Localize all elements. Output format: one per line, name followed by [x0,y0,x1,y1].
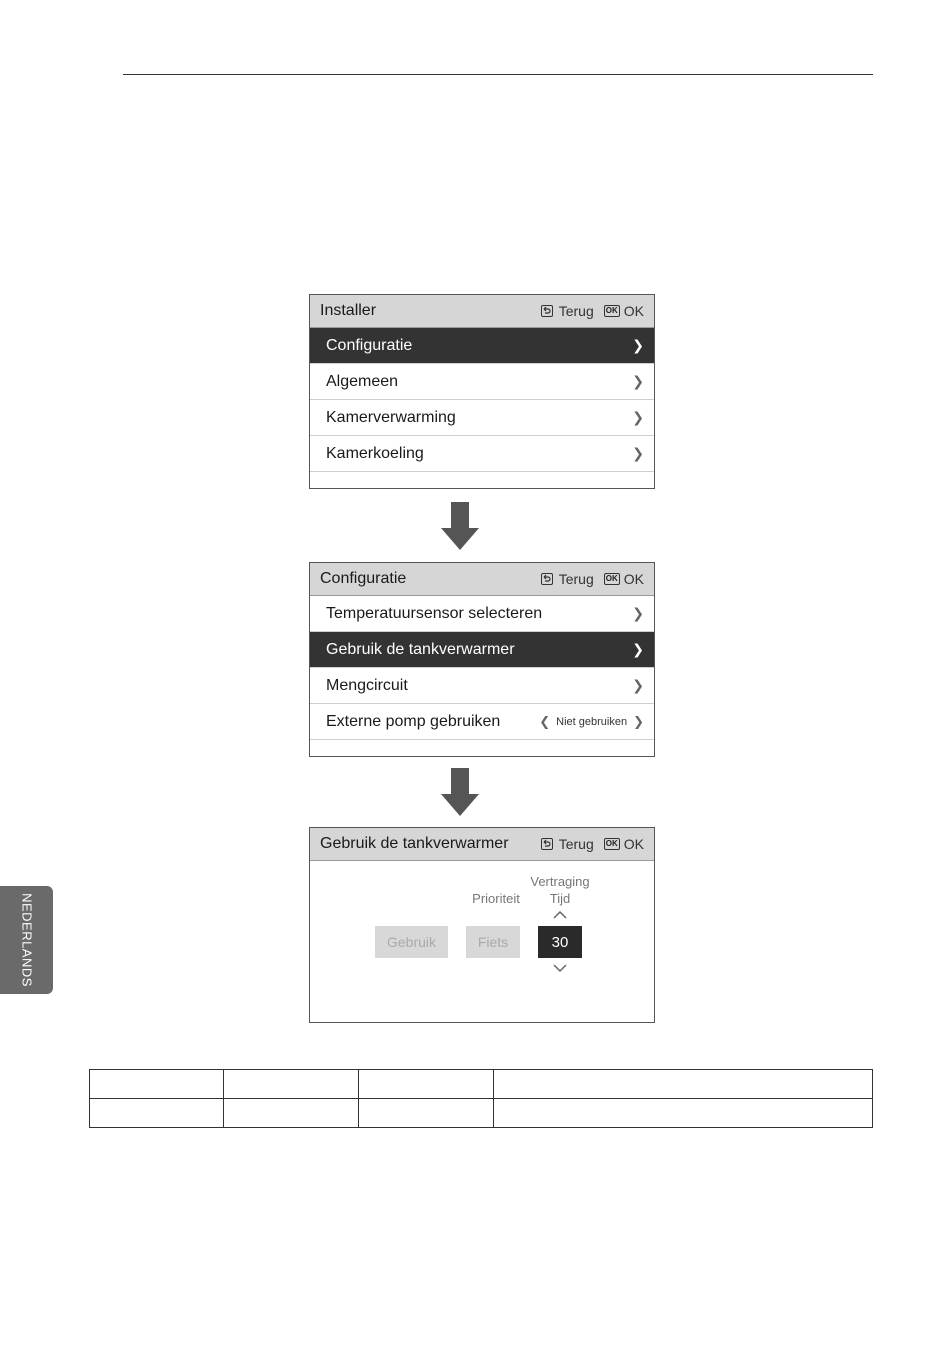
down-arrow-icon [441,768,479,816]
menu-item-mengcircuit[interactable] [310,668,654,704]
table-cell [224,1099,359,1128]
menu-item-tankverwarmer[interactable] [310,632,654,668]
language-label: NEDERLANDS [19,893,34,987]
menu-item-label: Gebruik de tankverwarmer [326,640,515,658]
menu-item-label: Configuratie [326,336,413,354]
delay-label-line1: Vertraging [530,874,590,889]
language-side-tab [0,886,53,994]
table-cell [359,1099,494,1128]
back-icon[interactable] [541,305,553,317]
chevron-right-icon[interactable]: ❯ [633,713,644,729]
header-actions [541,303,644,319]
menu-item-temperatuursensor[interactable] [310,596,654,632]
table-row [90,1099,873,1128]
use-button[interactable]: Gebruik [375,926,448,958]
setting-body [310,861,654,1019]
priority-label: Prioriteit [472,891,520,906]
chevron-right-icon: ❯ [632,641,644,657]
menu-item-kamerverwarming[interactable] [310,400,654,436]
menu-item-partial[interactable] [310,472,654,486]
ok-label[interactable]: OK [623,836,644,852]
header-actions [541,571,644,587]
blank-table [89,1069,873,1128]
installer-screen [309,294,655,489]
ok-icon[interactable]: OK [605,306,618,315]
selector-value: Niet gebruiken [556,715,628,728]
menu-item-configuratie[interactable] [310,328,654,364]
table-cell [90,1070,224,1099]
value-selector[interactable] [533,714,644,730]
back-label[interactable]: Terug [558,836,594,852]
menu-item-externe-pomp[interactable] [310,704,654,740]
chevron-up-icon[interactable] [553,910,567,919]
table-cell [90,1099,224,1128]
chevron-right-icon: ❯ [632,337,644,353]
menu-item-algemeen[interactable] [310,364,654,400]
delay-time-label [525,873,595,907]
back-label[interactable]: Terug [558,571,594,587]
table-cell [224,1070,359,1099]
chevron-right-icon: ❯ [632,373,644,389]
tank-heater-screen [309,827,655,1023]
back-icon[interactable] [541,573,553,585]
menu-item-label: Kamerverwarming [326,408,456,426]
back-label[interactable]: Terug [558,303,594,319]
top-rule [123,74,873,75]
ok-icon[interactable]: OK [605,839,618,848]
screen-header [310,295,654,328]
menu-item-partial[interactable] [310,740,654,754]
menu-item-label: Externe pomp gebruiken [326,712,501,730]
screen-header [310,563,654,596]
menu-item-label: Temperatuursensor selecteren [326,604,543,622]
table-row [90,1070,873,1099]
back-icon[interactable] [541,838,553,850]
table-cell [359,1070,494,1099]
screen-title: Gebruik de tankverwarmer [320,835,509,852]
chevron-right-icon: ❯ [632,605,644,621]
screen-title: Configuratie [320,570,407,587]
chevron-right-icon: ❯ [632,677,644,693]
delay-value[interactable]: 30 [538,926,582,958]
screen-header [310,828,654,861]
ok-label[interactable]: OK [623,303,644,319]
delay-label-line2: Tijd [549,891,571,906]
chevron-down-icon[interactable] [553,964,567,973]
menu-item-kamerkoeling[interactable] [310,436,654,472]
table-cell [494,1070,873,1099]
chevron-left-icon[interactable]: ❮ [539,713,551,729]
chevron-right-icon: ❯ [632,409,644,425]
ok-label[interactable]: OK [623,571,644,587]
down-arrow-icon [441,502,479,550]
header-actions [541,836,644,852]
chevron-right-icon: ❯ [632,445,644,461]
menu-item-label: Mengcircuit [326,676,408,694]
table-cell [494,1099,873,1128]
ok-icon[interactable]: OK [605,574,618,583]
menu-item-label: Kamerkoeling [326,444,424,462]
configuratie-screen [309,562,655,757]
priority-button[interactable]: Fiets [466,926,520,958]
screen-title: Installer [320,302,377,319]
menu-item-label: Algemeen [326,372,399,390]
